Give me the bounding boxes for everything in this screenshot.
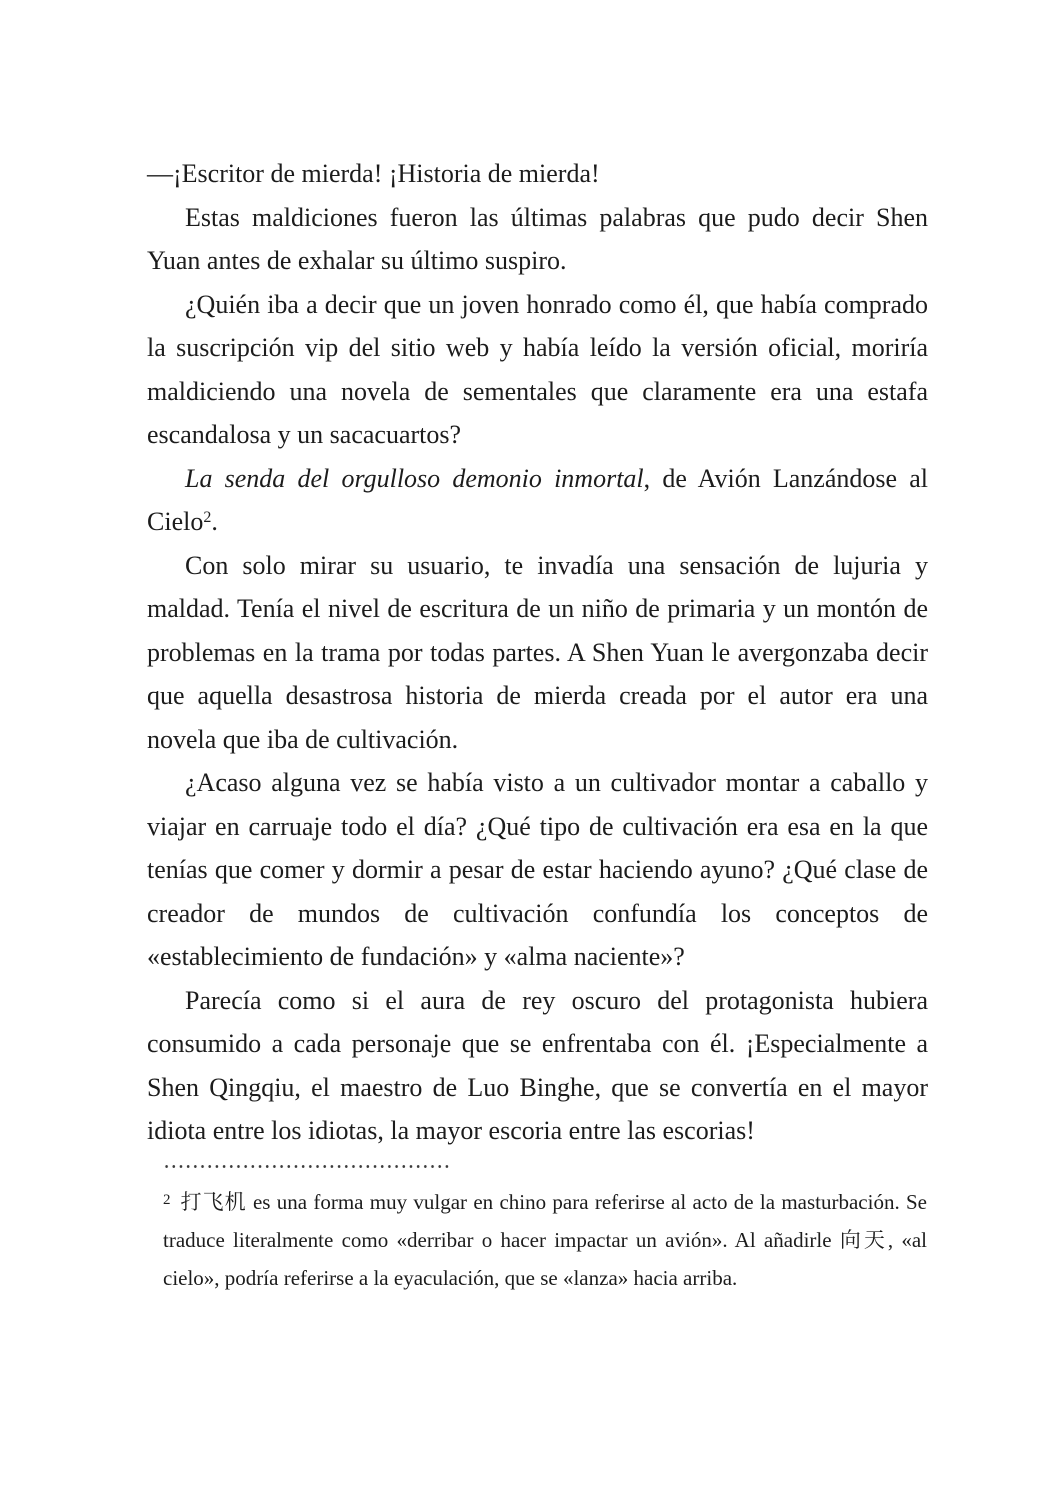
footnote-text [163,1181,927,1297]
novel-author-text: , de Avión Lanzándose al Cielo [147,463,928,536]
footnote-marker: 2 [163,1191,171,1208]
paragraph-last-words: Estas maldiciones fueron las últimas palabras que pudo decir Shen Yuan antes de exhalar su último suspiro. [147,202,928,275]
footnote-separator-dotted-rule [163,1165,451,1168]
footnote-section [163,1165,927,1297]
novel-title-italic: La senda del orgulloso demonio inmortal [185,463,644,493]
paragraph-acaso-alguna-vez: ¿Acaso alguna vez se había visto a un cultivador montar a caballo y viajar en carruaje todo el día? ¿Qué tipo de cultivación era esa en la que tenías que comer y dormir a pesar de estar haciendo ayuno? ¿Qué clase de creador de mundos de cultivación confundía los conceptos de «establecimiento de fundación» y «alma naciente»? [147,768,928,971]
paragraph-aura-rey-oscuro: Parecía como si el aura de rey oscuro del protagonista hubiera consumido a cada personaje que se enfrentaba con él. ¡Especialmente a Shen Qingqiu, el maestro de Luo Binghe, que se convertía en el mayor idiota entre los idiotas, la mayor escoria entre las escorias! [147,985,928,1145]
text-block [147,152,928,1297]
footnote-reference-superscript: 2 [203,509,212,526]
footnote-body: 打飞机 es una forma muy vulgar en chino para referirse al acto de la masturbación. Se traduce literalmente como «derribar o hacer impactar un avión». Al añadirle 向天, «al cielo», podría referirse a la eyaculación, que se «lanza» hacia arriba. [163,1189,927,1290]
paragraph-novel-title [147,457,928,544]
sentence-period: . [211,507,218,536]
paragraph-con-solo-mirar: Con solo mirar su usuario, te invadía una sensación de lujuria y maldad. Tenía el nivel de escritura de un niño de primaria y un montón de problemas en la trama por todas partes. A Shen Yuan le avergonzaba decir que aquella desastrosa historia de mierda creada por el autor era una novela que iba de cultivación. [147,550,928,754]
paragraph-quien-iba: ¿Quién iba a decir que un joven honrado como él, que había comprado la suscripción vip del sitio web y había leído la versión oficial, moriría maldiciendo una novela de sementales que claramente era una estafa escandalosa y un sacacuartos? [147,289,928,449]
paragraph-dialogue: —¡Escritor de mierda! ¡Historia de mierda! [147,159,600,188]
